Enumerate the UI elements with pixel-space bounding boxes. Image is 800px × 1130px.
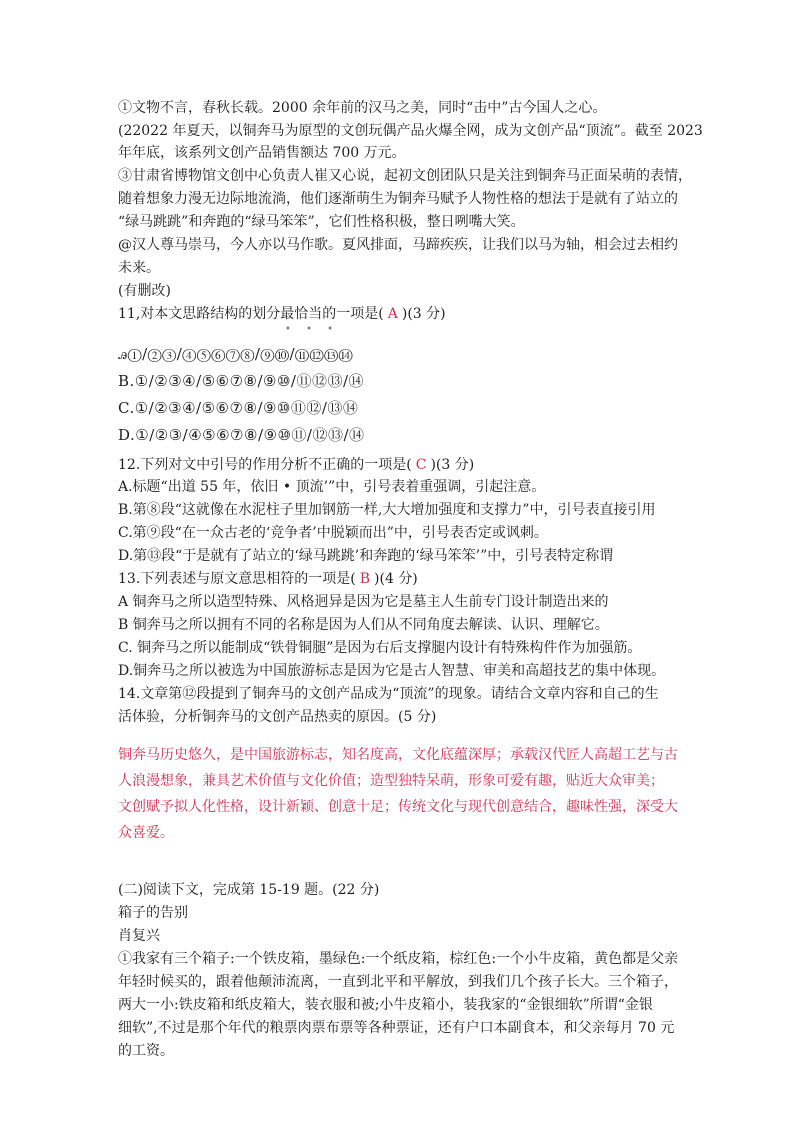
source-note: (有删改) xyxy=(118,283,171,299)
essay-paragraph-1-line: 年轻时候买的，跟着他颠沛流离，一直到北平和平解放，到我们几个孩子长大。三个箱子， xyxy=(118,974,678,990)
question-11-stem xyxy=(118,304,446,324)
q11-stem-text: 11,对本文思路结构的划分最恰当的一项是( xyxy=(118,306,384,322)
q12-option-d: D.第⑬段“于是就有了站立的‘绿马跳跳’和奔跑的‘绿马笨笨’”中，引号表特定称谓 xyxy=(118,548,614,564)
passage-line: ①文物不言，春秋长载。2000 余年前的汉马之美，同时“击中”古今国人之心。 xyxy=(118,100,607,116)
q12-option-a: A.标题“出道 55 年，依旧 • 顶流’”中，引号表着重强调，引起注意。 xyxy=(118,479,546,495)
scan-specks: • • • xyxy=(285,324,340,335)
q13-stem-text: 13.下列表述与原文意思相符的一项是( xyxy=(118,571,356,587)
section-2-header: (二)阅读下文，完成第 15-19 题。(22 分) xyxy=(118,882,380,898)
answer-14-line: 众喜爱。 xyxy=(118,825,174,841)
q13-score: )(4 分) xyxy=(374,571,418,587)
q12-score: )(3 分) xyxy=(430,457,475,473)
answer-14-line: 人浪漫想象，兼具艺术价值与文化价值；造型独特呆萌，形象可爱有趣，贴近大众审美； xyxy=(118,773,664,789)
passage-line: (22022 年夏天，以铜奔马为原型的文创玩偶产品火爆全网，成为文创产品“顶流”。截至 2023 xyxy=(118,123,703,139)
question-12-stem xyxy=(118,455,474,475)
essay-paragraph-1-line: ①我家有三个箱子:一个铁皮箱，墨绿色:一个纸皮箱，棕红色:一个小牛皮箱，黄色都是父亲 xyxy=(118,951,679,967)
passage-line: @汉人尊马崇马，今人亦以马作歌。夏风排面，马蹄疾疾，让我们以马为轴，相会过去相约 xyxy=(118,237,678,253)
passage-line: 随着想象力漫无边际地流淌，他们逐渐萌生为铜奔马赋予人物性格的想法于是就有了站立的 xyxy=(118,191,678,207)
question-14-stem: 14.文章第⑫段提到了铜奔马的文创产品成为“顶流”的现象。请结合文章内容和自己的生 xyxy=(118,686,659,702)
q13-option-a: A 铜奔马之所以造型特殊、风格迥异是因为它是墓主人生前专门设计制造出来的 xyxy=(118,594,609,610)
question-13-stem xyxy=(118,569,418,589)
q13-option-b: B 铜奔马之所以拥有不同的名称是因为人们从不同角度去解读、认识、理解它。 xyxy=(118,617,609,633)
q12-option-b: B.第⑧段“这就像在水泥柱子里加钢筋一样,大大增加强度和支撑力”中，引号表直接引用 xyxy=(118,502,656,518)
q12-handwritten-answer: C xyxy=(415,457,427,473)
passage-line: 年年底，该系列文创产品销售额达 700 万元。 xyxy=(118,145,406,161)
q11-score: )(3 分) xyxy=(401,306,446,322)
passage-line: ③甘肃省博物馆文创中心负责人崔又心说，起初文创团队只是关注到铜奔马正面呆萌的表情， xyxy=(118,168,692,184)
essay-paragraph-1-line: 细软”,不过是那个年代的粮票肉票布票等各种票证，还有户口本副食本，和父亲每月 70 元 xyxy=(118,1020,675,1036)
passage-line: 未来。 xyxy=(118,260,160,276)
q12-stem-text: 12.下列对文中引号的作用分析不正确的一项是( xyxy=(118,457,412,473)
q13-option-d: D.铜奔马之所以被选为中国旅游标志是因为它是古人智慧、审美和高超技艺的集中体现。 xyxy=(118,663,666,679)
question-14-stem: 活体验，分析铜奔马的文创产品热卖的原因。(5 分) xyxy=(118,709,437,725)
q13-handwritten-answer: B xyxy=(359,571,371,587)
q11-handwritten-answer: A xyxy=(387,306,398,322)
q12-option-c: C.第⑨段“在一众古老的‘竞争者’中脱颖而出”中，引号表否定或讽刺。 xyxy=(118,525,548,541)
answer-14-line: 铜奔马历史悠久，是中国旅游标志，知名度高，文化底蕴深厚；承载汉代匠人高超工艺与古 xyxy=(118,747,678,763)
essay-paragraph-1-line: 两大一小:铁皮箱和纸皮箱大，装衣服和被;小牛皮箱小，装我家的“金银细软”所谓“金银 xyxy=(118,997,653,1013)
q11-option-d: D.①/②③/④⑤⑥⑦⑧/⑨⑩⑪/⑫⑬/⑭ xyxy=(118,426,365,444)
q11-option-a: ꭿ①/②③/④⑤⑥⑦⑧/⑨⑩/⑪⑫⑬⑭ xyxy=(118,345,354,363)
passage-line: “绿马跳跳”和奔跑的“绿马笨笨”，它们性格积极，整日咧嘴大笑。 xyxy=(118,214,525,230)
essay-author: 肖复兴 xyxy=(118,928,160,944)
essay-title: 箱子的告别 xyxy=(118,905,188,921)
q11-option-c: C.①/②③④/⑤⑥⑦⑧/⑨⑩⑪⑫/⑬⑭ xyxy=(118,399,359,417)
answer-14-line: 文创赋予拟人化性格，设计新颖、创意十足；传统文化与现代创意结合，趣味性强，深受大 xyxy=(118,799,678,815)
essay-paragraph-1-line: 的工资。 xyxy=(118,1043,174,1059)
q13-option-c: C. 铜奔马之所以能制成“铁骨铜腿”是因为右后支撑腿内设计有特殊构件作为加强筋。 xyxy=(118,640,642,656)
q11-option-b: B.①/②③④/⑤⑥⑦⑧/⑨⑩/⑪⑫⑬/⑭ xyxy=(118,372,365,390)
